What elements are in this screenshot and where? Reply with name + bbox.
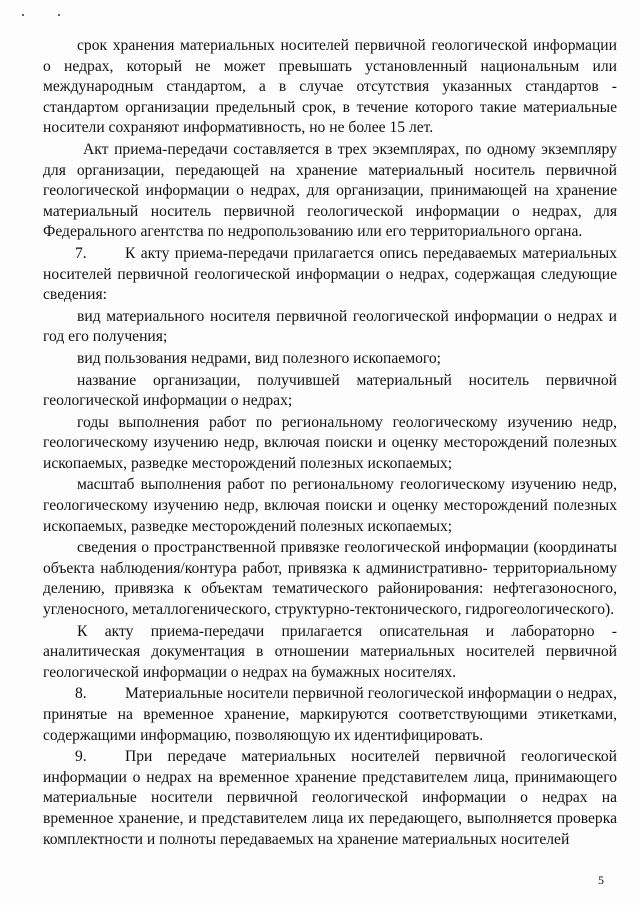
clause-7: 7. К акту приема-передачи прилагается опись передаваемых материальных носителей первичной геологической информации о недрах, содержащая следующие сведения: (43, 244, 617, 304)
paragraph-transfer-act-copies: Акт приема-передачи составляется в трех экземплярах, по одному экземпляру для организации, передающей на хранение материальный носитель первичной геологической информации о недрах, для организации, принимающей на хранение материальный носитель первичной геологической информации о недрах, для Федерального агентства по недропользованию или его территориального органа. (43, 140, 617, 241)
scan-speck (58, 14, 60, 16)
page-number: 5 (598, 873, 604, 887)
clause-9: 9. При передаче материальных носителей первичной геологической информации о недрах на временное хранение представителем лица, принимающего материальные носители первичной геологической информации о недрах на временное хранение, и представителем лица их передающего, выполняется проверка комплектности и полноты передаваемых на хранение материальных носителей (43, 748, 617, 848)
list-item-work-scale: масштаб выполнения работ по региональному геологическому изучению недр, геологическому изучению недр, включая поиски и оценку месторождений полезных ископаемых, разведке месторождений полезных ископаемых; (43, 476, 617, 535)
scan-speck (22, 14, 24, 16)
list-item-subsoil-use: вид пользования недрами, вид полезного ископаемого; (77, 349, 442, 367)
list-item-carrier-type: вид материального носителя первичной геологической информации о недрах и год его получения; (43, 307, 617, 346)
clause-number: 7. (75, 244, 87, 262)
clause-number: 8. (75, 685, 87, 703)
clause-8: 8. Материальные носители первичной геологической информации о недрах, принятые на временное хранение, маркируются соответствующими этикетками, содержащими информацию, позволяющую их идентифицировать. (43, 685, 617, 744)
paragraph-storage-term: срок хранения материальных носителей первичной геологической информации о недрах, который не может превышать установленный национальным или международным стандартом, а в случае отсутствия указанных стандартов - стандартом организации предельный срок, в течение которого такие материальные носители сохраняют информативность, но не более 15 лет. (43, 37, 617, 137)
document-body (43, 36, 617, 851)
clause-number: 9. (75, 748, 87, 766)
list-item-work-years: годы выполнения работ по региональному геологическому изучению недр, геологическому изучению недр, включая поиски и оценку месторождений полезных ископаемых, разведке месторождений полезных ископаемых; (43, 413, 617, 472)
list-item-spatial-reference: сведения о пространственной привязке геологической информации (координаты объекта наблюдения/контура работ, привязка к административно- территориальному делению, привязка к объектам тематического районирования: нефтегазоносного, угленосного, металлогенического, структурно-тектонического, гидрогеологического). (43, 539, 617, 619)
paragraph-attached-documentation: К акту приема-передачи прилагается описательная и лабораторно - аналитическая документация в отношении материальных носителей первичной геологической информации о недрах на бумажных носителях. (43, 622, 617, 681)
list-item-organization-name: название организации, получившей материальный носитель первичной геологической информации о недрах; (43, 371, 617, 410)
